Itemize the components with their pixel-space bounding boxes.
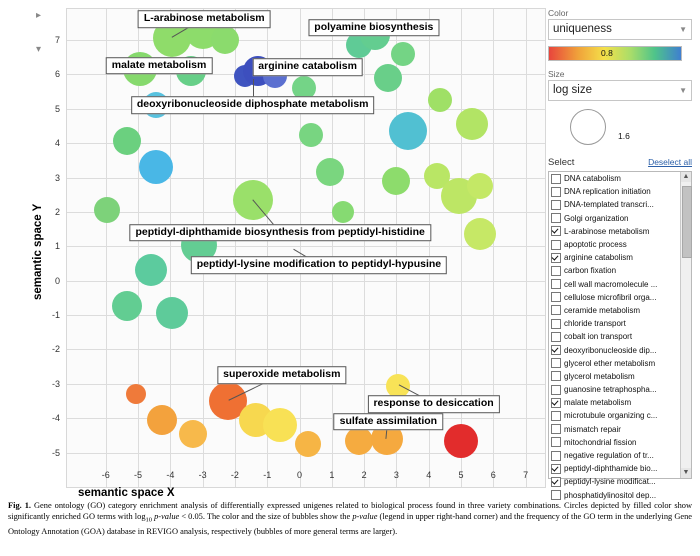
list-item[interactable] <box>549 423 681 436</box>
y-tick-label: -3 <box>51 378 60 389</box>
list-item-label: cell wall macromolecule ... <box>564 279 658 289</box>
checkbox-icon[interactable] <box>551 292 561 302</box>
list-item[interactable] <box>549 278 681 291</box>
list-item-label: guanosine tetraphospha... <box>564 385 657 395</box>
x-tick-label: 4 <box>426 470 432 480</box>
checkbox-icon[interactable] <box>551 213 561 223</box>
scatter-bubble[interactable] <box>139 150 173 184</box>
list-item-label: Golgi organization <box>564 213 629 223</box>
annotation-label[interactable]: malate metabolism <box>106 57 213 75</box>
y-tick-label: 3 <box>54 172 60 183</box>
size-dropdown[interactable] <box>548 80 692 101</box>
list-item[interactable] <box>549 304 681 317</box>
list-item[interactable] <box>549 343 681 356</box>
list-item[interactable] <box>549 370 681 383</box>
list-item[interactable] <box>549 449 681 462</box>
list-item-label: mismatch repair <box>564 424 621 434</box>
list-item-label: peptidyl-diphthamide bio... <box>564 464 658 474</box>
y-tick-label: -4 <box>51 413 60 424</box>
checkbox-icon[interactable] <box>551 437 561 447</box>
checkbox-icon[interactable] <box>551 477 561 487</box>
checkbox-icon[interactable] <box>551 305 561 315</box>
scatter-bubble[interactable] <box>135 254 167 286</box>
checkbox-icon[interactable] <box>551 174 561 184</box>
list-item[interactable] <box>549 436 681 449</box>
scatter-bubble[interactable] <box>316 158 344 186</box>
controls-panel <box>548 8 692 500</box>
list-item[interactable] <box>549 264 681 277</box>
top-left-arrow-icon: ▸ <box>36 10 42 21</box>
scatter-bubble[interactable] <box>345 427 373 455</box>
scatter-bubble[interactable] <box>386 374 410 398</box>
list-item-label: chloride transport <box>564 319 626 329</box>
list-item[interactable] <box>549 212 681 225</box>
gridline-vertical <box>526 9 527 487</box>
scatter-bubble[interactable] <box>332 201 354 223</box>
list-item-label: negative regulation of tr... <box>564 451 654 461</box>
scatter-bubble[interactable] <box>179 420 207 448</box>
list-item-label: peptidyl-lysine modificat... <box>564 477 656 487</box>
annotation-label[interactable]: L-arabinose metabolism <box>138 11 271 29</box>
y-tick-label: 4 <box>54 138 60 149</box>
list-item-label: microtubule organizing c... <box>564 411 658 421</box>
checkbox-icon[interactable] <box>551 385 561 395</box>
list-item[interactable] <box>549 185 681 198</box>
y-tick-label: -2 <box>51 344 60 355</box>
color-gradient-legend <box>548 46 682 61</box>
checkbox-icon[interactable] <box>551 319 561 329</box>
caption-log-subscript: 10 <box>145 516 153 524</box>
scrollbar-thumb[interactable] <box>682 186 692 258</box>
caption-line-2a: Circles depicted by filled color show significantly enriched GO terms with log <box>8 501 692 522</box>
x-tick-label: 0 <box>297 470 303 480</box>
scatter-bubble[interactable] <box>113 127 141 155</box>
color-legend-tick: 0.8 <box>601 48 613 58</box>
list-item[interactable] <box>549 291 681 304</box>
x-tick-label: -1 <box>263 470 272 480</box>
x-tick-label: -3 <box>198 470 207 480</box>
list-item-label: glycerol ether metabolism <box>564 358 656 368</box>
scatter-bubble[interactable] <box>299 123 323 147</box>
list-item[interactable] <box>549 317 681 330</box>
y-axis-label: semantic space Y <box>32 203 44 300</box>
annotation-label[interactable]: peptidyl-diphthamide biosynthesis from peptidyl-histidine <box>129 224 430 242</box>
list-item[interactable] <box>549 383 681 396</box>
x-tick-label: 7 <box>523 470 529 480</box>
scatter-bubble[interactable] <box>112 291 142 321</box>
caption-line-3: right-hand corner) and the frequency of the GO term in the underlying Gene Ontology Annotation (GOA) database in REVIGO analysis, respectively (bubbles of more <box>8 512 693 536</box>
x-tick-label: 5 <box>458 470 464 480</box>
x-tick-label: -5 <box>134 470 143 480</box>
annotation-label[interactable]: superoxide metabolism <box>217 366 346 384</box>
scatter-bubble[interactable] <box>147 405 177 435</box>
size-legend <box>548 105 692 149</box>
y-tick-label: 7 <box>54 34 60 45</box>
size-legend-tick: 1.6 <box>618 131 630 141</box>
checkbox-icon[interactable] <box>551 226 561 236</box>
gridline-vertical <box>461 9 462 487</box>
go-term-list[interactable] <box>548 171 692 500</box>
checkbox-icon[interactable] <box>551 279 561 289</box>
list-item-label: deoxyribonucleoside dip... <box>564 345 657 355</box>
list-item-label: malate metabolism <box>564 398 632 408</box>
x-tick-label: -2 <box>230 470 239 480</box>
scatter-bubble[interactable] <box>211 26 239 54</box>
caption-line-2e: (legend in upper <box>377 512 435 522</box>
annotation-label[interactable]: response to desiccation <box>367 396 499 414</box>
list-item-label: L-arabinose metabolism <box>564 226 650 236</box>
checkbox-icon[interactable] <box>551 253 561 263</box>
checkbox-icon[interactable] <box>551 411 561 421</box>
caption-line-1: Gene ontology (GO) category enrichment analysis of differentially expressed unigenes related to biological process found in three variety combinations. <box>34 501 561 510</box>
x-tick-label: 2 <box>361 470 367 480</box>
list-item-label: glycerol metabolism <box>564 371 635 381</box>
color-dropdown-value: uniqueness <box>553 23 612 35</box>
checkbox-icon[interactable] <box>551 187 561 197</box>
list-item[interactable] <box>549 198 681 211</box>
list-item-label: cellulose microfibril orga... <box>564 292 657 302</box>
checkbox-icon[interactable] <box>551 464 561 474</box>
caption-line-4: general terms are larger). <box>313 526 398 536</box>
scatter-bubble[interactable] <box>456 108 488 140</box>
second-arrow-icon: ▾ <box>36 44 42 55</box>
scatter-bubble[interactable] <box>382 167 410 195</box>
gridline-vertical <box>106 9 107 487</box>
scatter-plot[interactable] <box>66 8 546 488</box>
scatter-bubble[interactable] <box>467 173 493 199</box>
list-item[interactable] <box>549 475 681 488</box>
y-tick-label: 6 <box>54 69 60 80</box>
x-tick-label: 6 <box>490 470 496 480</box>
annotation-label[interactable]: polyamine biosynthesis <box>308 19 439 37</box>
list-item[interactable] <box>549 409 681 422</box>
size-dropdown-value: log size <box>553 84 592 96</box>
scatter-bubble[interactable] <box>391 42 415 66</box>
gridline-vertical <box>493 9 494 487</box>
color-legend-title: Color <box>548 8 569 18</box>
checkbox-icon[interactable] <box>551 371 561 381</box>
list-item-label: DNA catabolism <box>564 174 621 184</box>
annotation-label[interactable]: deoxyribonucleoside diphosphate metabolism <box>131 97 375 115</box>
x-axis-label: semantic space X <box>78 487 175 499</box>
annotation-label[interactable]: arginine catabolism <box>252 59 363 77</box>
list-item-label: DNA-templated transcri... <box>564 200 654 210</box>
scatter-bubble[interactable] <box>428 88 452 112</box>
caption-fig-number: Fig. 1. <box>8 501 31 510</box>
checkbox-icon[interactable] <box>551 490 561 500</box>
checkbox-icon[interactable] <box>551 266 561 276</box>
annotation-label[interactable]: sulfate assimilation <box>334 413 443 431</box>
deselect-all-link[interactable]: Deselect all <box>648 157 692 167</box>
y-tick-label: -1 <box>51 310 60 321</box>
checkbox-icon[interactable] <box>551 345 561 355</box>
select-label: Select <box>548 157 575 168</box>
list-item-label: cobalt ion transport <box>564 332 633 342</box>
scatter-bubble[interactable] <box>444 424 478 458</box>
list-item-label: ceramide metabolism <box>564 305 641 315</box>
x-tick-label: 3 <box>393 470 399 480</box>
x-tick-label: 1 <box>329 470 335 480</box>
caption-pvalue-1: p-value <box>152 512 180 522</box>
scroll-up-icon[interactable]: ▲ <box>682 173 690 180</box>
checkbox-icon[interactable] <box>551 200 561 210</box>
list-item[interactable] <box>549 251 681 264</box>
size-legend-title: Size <box>548 69 565 79</box>
list-item[interactable] <box>549 225 681 238</box>
caption-pvalue-2: p-value <box>352 512 378 522</box>
checkbox-icon[interactable] <box>551 240 561 250</box>
list-item[interactable] <box>549 396 681 409</box>
scatter-bubble[interactable] <box>126 384 146 404</box>
checkbox-icon[interactable] <box>551 398 561 408</box>
select-header <box>548 157 692 169</box>
annotation-label[interactable]: peptidyl-lysine modification to peptidyl-hypusine <box>191 256 447 274</box>
scatter-bubble[interactable] <box>389 112 427 150</box>
list-item-label: phosphatidylinositol dep... <box>564 490 657 500</box>
scatter-bubble[interactable] <box>263 408 297 442</box>
color-dropdown[interactable] <box>548 19 692 40</box>
list-item[interactable] <box>549 330 681 343</box>
list-item-label: apoptotic process <box>564 240 627 250</box>
scatter-bubble[interactable] <box>156 297 188 329</box>
list-item[interactable] <box>549 357 681 370</box>
checkbox-icon[interactable] <box>551 451 561 461</box>
y-tick-label: -5 <box>51 447 60 458</box>
caption-line-2c: < 0.05. The color and the size of bubbles show the <box>179 512 353 522</box>
scroll-down-icon[interactable]: ▼ <box>682 469 690 476</box>
checkbox-icon[interactable] <box>551 332 561 342</box>
scatter-bubble[interactable] <box>94 197 120 223</box>
list-item-label: carbon fixation <box>564 266 617 276</box>
scatter-bubble[interactable] <box>464 218 496 250</box>
chevron-down-icon-size: ▼ <box>679 86 687 95</box>
figure-caption <box>8 500 692 537</box>
x-tick-label: -4 <box>166 470 175 480</box>
list-item[interactable] <box>549 238 681 251</box>
y-tick-label: 5 <box>54 103 60 114</box>
list-item[interactable] <box>549 462 681 475</box>
list-item[interactable] <box>549 172 681 185</box>
list-item-label: arginine catabolism <box>564 253 633 263</box>
scatter-bubble[interactable] <box>295 431 321 457</box>
y-tick-label: 2 <box>54 206 60 217</box>
checkbox-icon[interactable] <box>551 424 561 434</box>
list-item-label: mitochondrial fission <box>564 437 637 447</box>
size-legend-circle <box>570 109 606 145</box>
scatter-bubble[interactable] <box>374 64 402 92</box>
x-tick-label: -6 <box>101 470 110 480</box>
y-tick-label: 0 <box>54 275 60 286</box>
list-scrollbar[interactable] <box>680 172 691 478</box>
chevron-down-icon: ▼ <box>679 25 687 34</box>
y-tick-label: 1 <box>54 241 60 252</box>
checkbox-icon[interactable] <box>551 358 561 368</box>
list-item-label: DNA replication initiation <box>564 187 651 197</box>
